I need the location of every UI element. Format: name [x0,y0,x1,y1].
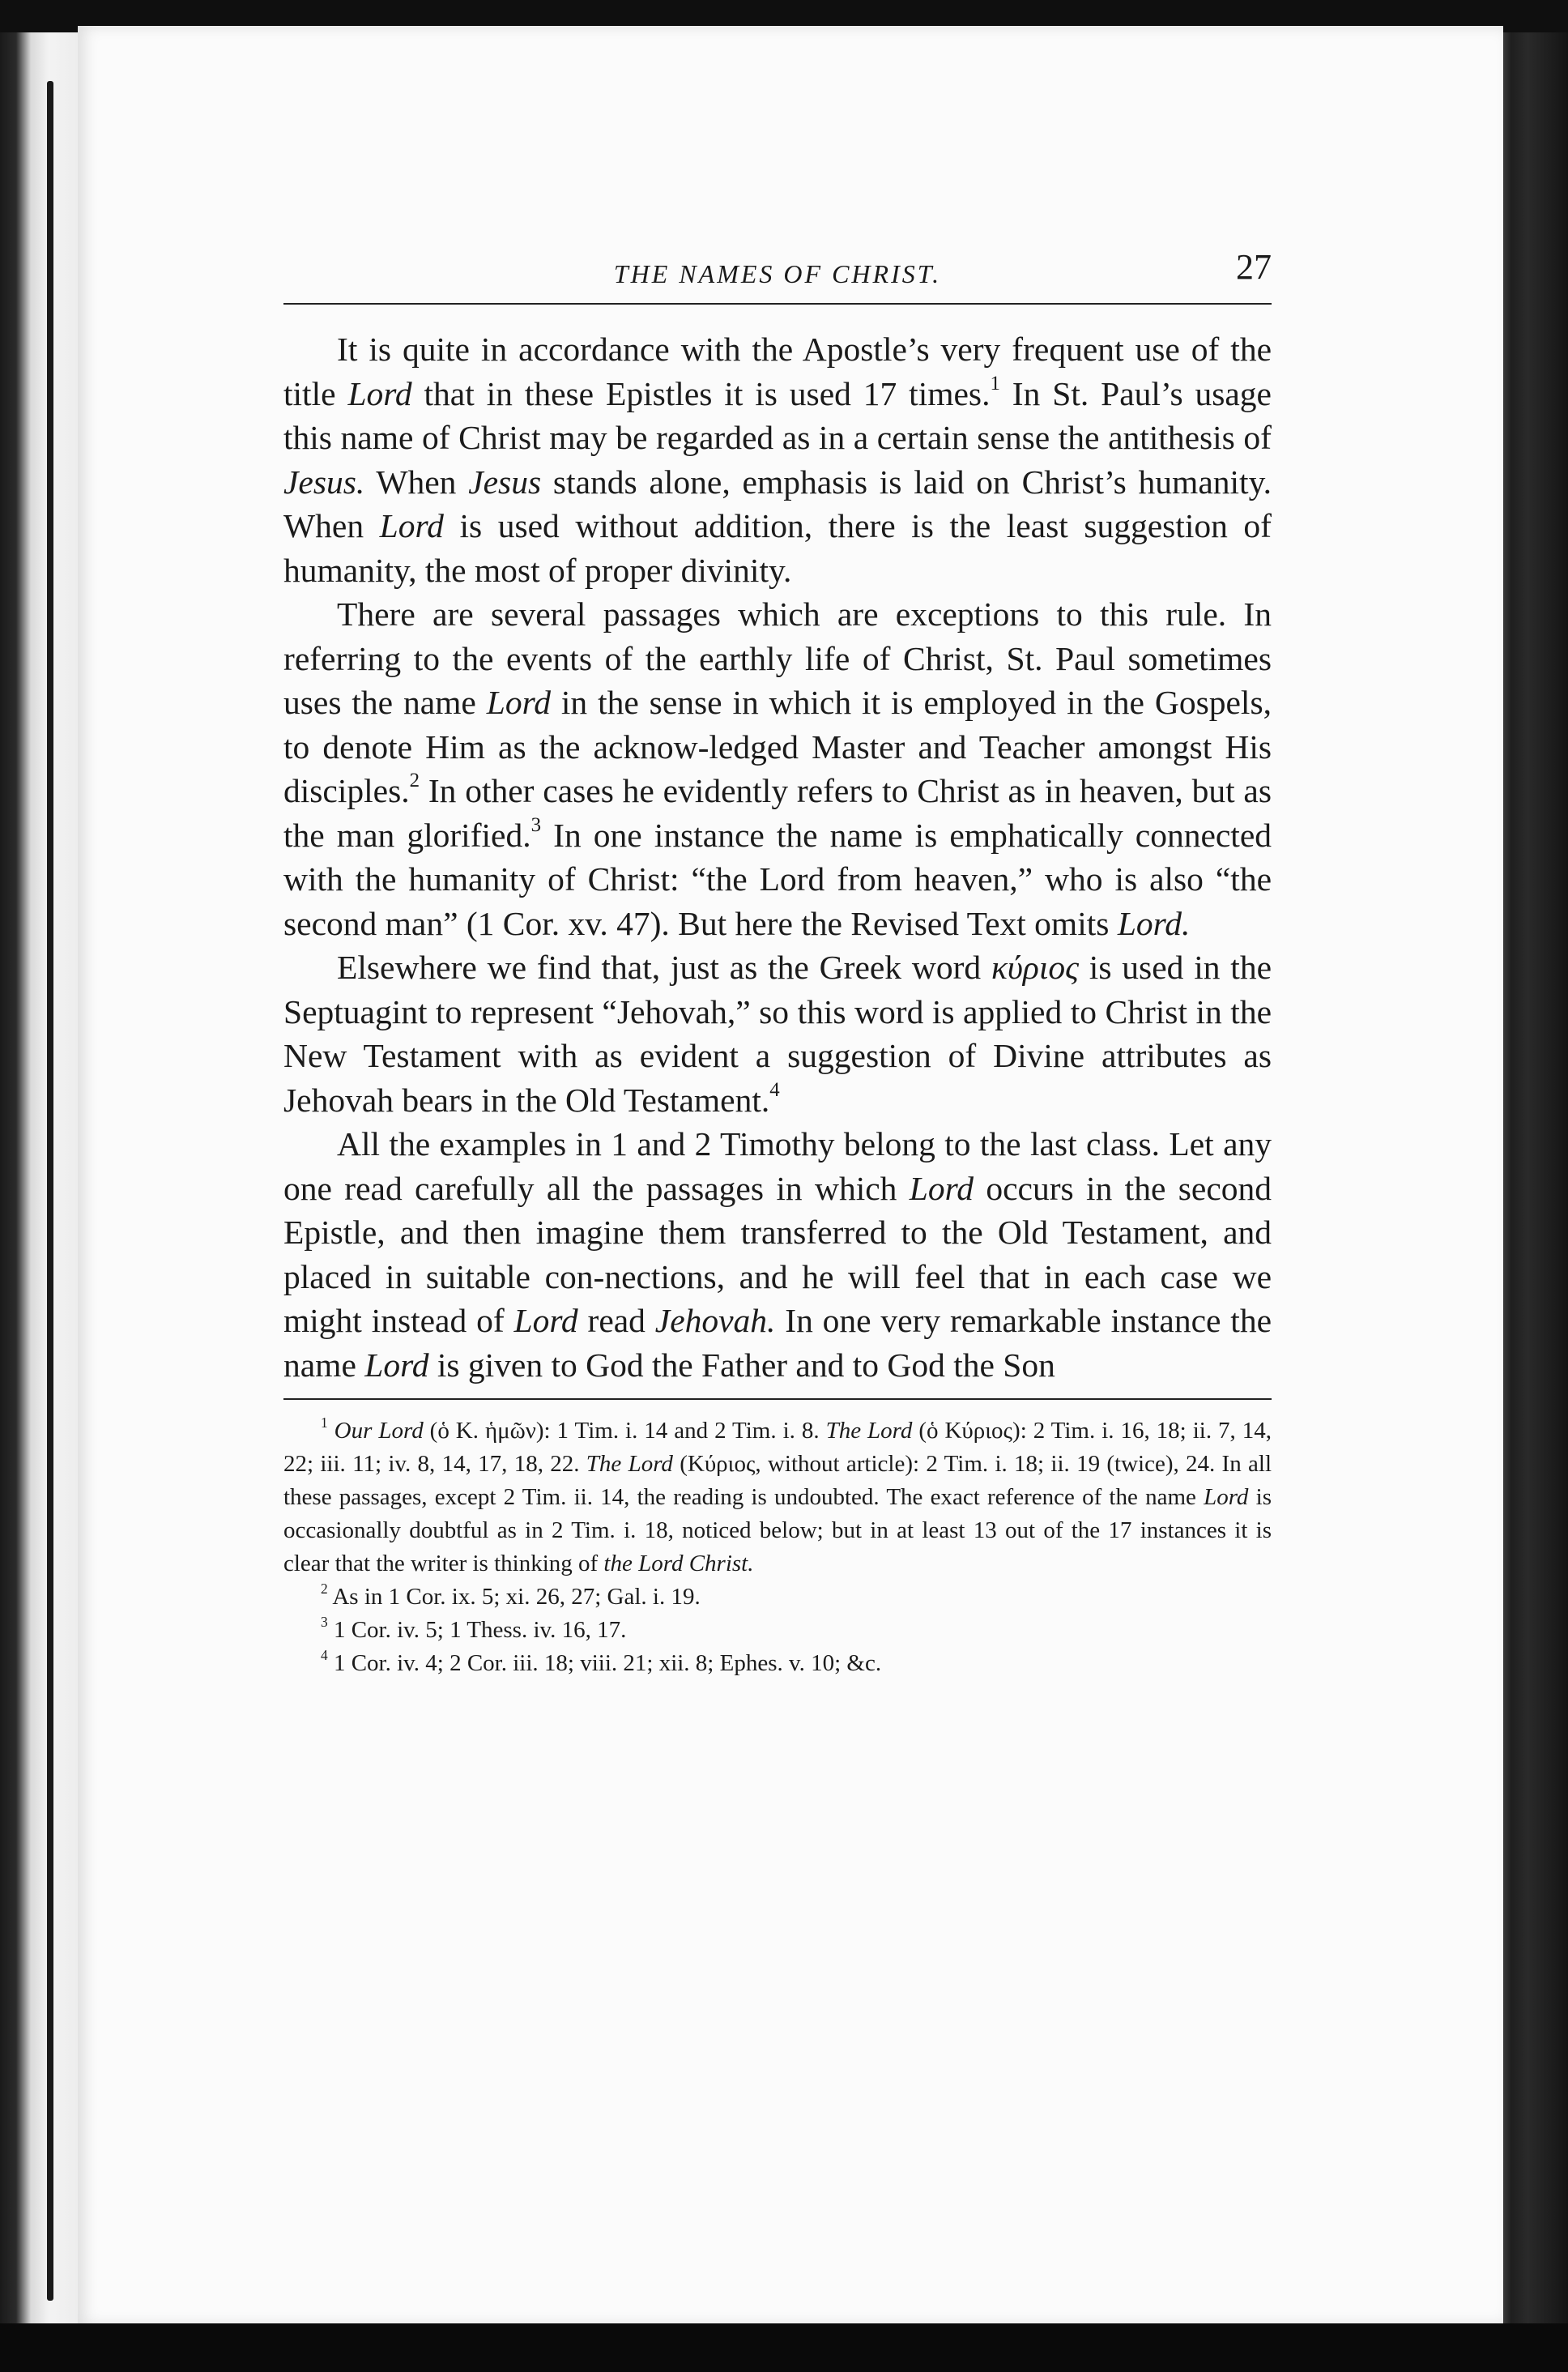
italic-text: Jehovah. [654,1302,776,1339]
italic-text: Jesus. [283,463,365,501]
text-run: It is quite in accordance with the Apostle’s very frequent use of the title [283,331,1272,412]
text-run: is occasionally doubtful as in 2 Tim. i. 18, noticed below; but in at least 13 out of the 17 instances it is clear that the writer is thinking of [283,1484,1272,1576]
paragraph-2 [283,592,1272,945]
text-run: In one very remarkable instance the name [283,1302,1272,1384]
text-run: When [364,463,469,501]
gutter-binding-line [47,81,53,2301]
text-run: read [577,1302,655,1339]
footnote-2 [283,1581,1272,1614]
book-page [283,243,1272,1680]
text-run: 1 Cor. iv. 5; 1 Thess. iv. 16, 17. [327,1617,627,1643]
footnote-marker: 4 [769,1078,780,1101]
footnote-rule [283,1398,1272,1400]
italic-text: The Lord [586,1451,673,1477]
footnote-4 [283,1647,1272,1680]
text-run: stands alone, emphasis is laid on Christ’s humanity. When [283,463,1272,544]
italic-text: the Lord Christ. [603,1551,754,1576]
footnotes [283,1414,1272,1680]
text-run: (ὁ K. ἡμῶν): 1 Tim. i. 14 and 2 Tim. i. 8. [423,1418,826,1444]
italic-text: Lord [909,1169,974,1207]
italic-text: κύριος [991,949,1079,986]
text-run: In other cases he evidently refers to Christ as in heaven, but as the man glorified. [283,772,1272,854]
text-run: All the examples in 1 and 2 Timothy belong to the last class. Let any one read carefully all the passages in which [283,1125,1272,1207]
text-run: In one instance the name is emphatically connected with the humanity of Christ: “the Lord from heaven,” who is also “the second man” (1 Cor. xv. 47). But here the Revised Text omits [283,816,1272,942]
paragraph-3 [283,945,1272,1122]
paragraph-4 [283,1122,1272,1387]
paragraph-1 [283,327,1272,592]
text-run: is given to God the Father and to God the Son [428,1346,1055,1384]
italic-text: Our Lord [334,1418,424,1444]
text-run: (ὁ Κύριος): 2 Tim. i. 16, 18; ii. 7, 14, 22; iii. 11; iv. 8, 14, 17, 18, 22. [283,1418,1272,1477]
footnote-marker: 4 [321,1646,328,1663]
footnote-marker: 3 [321,1613,328,1630]
text-run: occurs in the second Epistle, and then imagine them transferred to the Old Testament, and placed in suitable con-nections, and he will feel that in each case we might instead of [283,1169,1272,1339]
footnote-marker: 1 [321,1414,328,1431]
italic-text: Lord [364,1346,429,1384]
footnote-3 [283,1614,1272,1647]
italic-text: Lord. [1117,904,1191,942]
footnote-marker: 2 [321,1580,328,1597]
footnote-marker: 3 [530,813,542,836]
text-run: is used without addition, there is the least suggestion of humanity, the most of proper divinity. [283,507,1272,589]
body-text [283,327,1272,1387]
italic-text: The Lord [825,1418,913,1444]
footnote-marker: 1 [990,372,1000,395]
italic-text: Lord [1204,1484,1249,1510]
page-number: 27 [1236,247,1272,287]
italic-text: Lord [513,1302,578,1339]
running-head [283,243,1272,305]
text-run: Elsewhere we find that, just as the Greek word [337,949,991,986]
text-run: 1 Cor. iv. 4; 2 Cor. iii. 18; viii. 21; xii. 8; Ephes. v. 10; &c. [327,1650,882,1676]
text-run: in the sense in which it is employed in the Gospels, to denote Him as the acknow-ledged Master and Teacher amongst His disciples. [283,684,1272,809]
text-run: that in these Epistles it is used 17 times. [411,374,991,412]
running-title: THE NAMES OF CHRIST. [613,259,942,288]
text-run [328,1418,334,1444]
scan-bottom-band [0,2323,1568,2372]
book-right-edge [1503,32,1568,2325]
text-run: (Κύριος, without article): 2 Tim. i. 18; ii. 19 (twice), 24. In all these passages, except 2 Tim. ii. 14, the reading is undoubted. The exact reference of the name [283,1451,1272,1510]
italic-text: Lord [486,684,551,721]
italic-text: Lord [379,507,444,544]
text-run: There are several passages which are exceptions to this rule. In referring to the events of the earthly life of Christ, St. Paul sometimes uses the name [283,595,1272,721]
text-run: As in 1 Cor. ix. 5; xi. 26, 27; Gal. i. 19. [327,1584,701,1610]
text-run: is used in the Septuagint to represent “Jehovah,” so this word is applied to Christ in the New Testament with as evident a suggestion of Divine attributes as Jehovah bears in the Old Testament. [283,949,1272,1119]
text-run: In St. Paul’s usage this name of Christ may be regarded as in a certain sense the antithesis of [283,374,1272,456]
italic-text: Jesus [468,463,542,501]
footnote-1 [283,1414,1272,1581]
footnote-marker: 2 [409,770,420,792]
italic-text: Lord [347,374,412,412]
